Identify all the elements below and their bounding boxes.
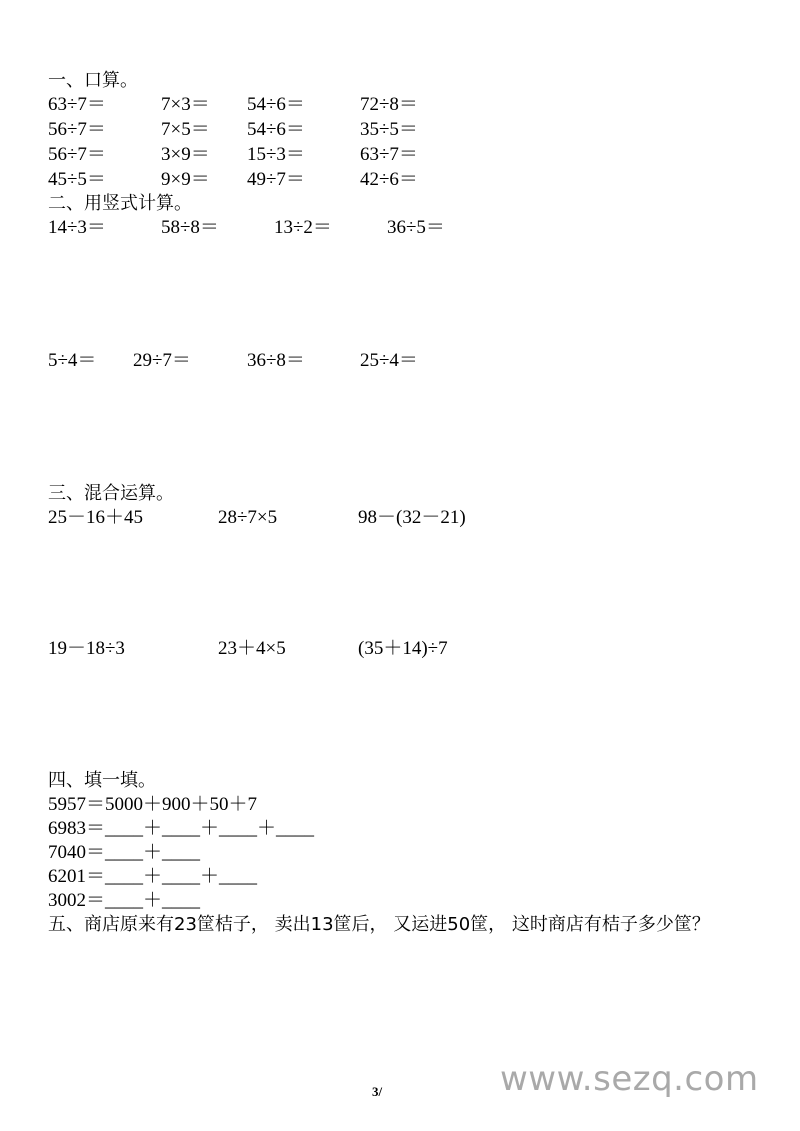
section-2-heading: 二、用竖式计算。 — [48, 193, 192, 214]
oral-problem: 7×3＝ — [161, 94, 210, 115]
oral-problem: 3×9＝ — [161, 144, 210, 165]
oral-problem: 56÷7＝ — [48, 119, 106, 140]
vertical-calc-problem: 36÷5＝ — [387, 217, 445, 238]
oral-problem: 54÷6＝ — [247, 119, 305, 140]
oral-problem: 63÷7＝ — [48, 94, 106, 115]
oral-problem: 49÷7＝ — [247, 169, 305, 190]
fill-in-line: 5957＝5000＋900＋50＋7 — [48, 794, 258, 815]
vertical-calc-problem: 14÷3＝ — [48, 217, 106, 238]
mixed-operation-problem: 28÷7×5 — [218, 507, 278, 528]
vertical-calc-problem: 5÷4＝ — [48, 350, 97, 371]
mixed-operation-problem: 23＋4×5 — [218, 638, 286, 659]
oral-problem: 15÷3＝ — [247, 144, 305, 165]
oral-problem: 54÷6＝ — [247, 94, 305, 115]
oral-problem: 42÷6＝ — [360, 169, 418, 190]
section-1-heading: 一、口算。 — [48, 70, 138, 91]
mixed-operation-problem: 25－16＋45 — [48, 507, 144, 528]
vertical-calc-problem: 58÷8＝ — [161, 217, 219, 238]
vertical-calc-problem: 29÷7＝ — [133, 350, 191, 371]
oral-problem: 63÷7＝ — [360, 144, 418, 165]
watermark: www.sezq.com — [500, 1059, 759, 1099]
oral-problem: 9×9＝ — [161, 169, 210, 190]
oral-problem: 45÷5＝ — [48, 169, 106, 190]
vertical-calc-problem: 13÷2＝ — [274, 217, 332, 238]
fill-in-line: 3002＝____＋____ — [48, 890, 201, 911]
mixed-operation-problem: 98－(32－21) — [358, 507, 466, 528]
section-4-heading: 四、填一填。 — [48, 770, 156, 791]
vertical-calc-problem: 36÷8＝ — [247, 350, 305, 371]
mixed-operation-problem: 19－18÷3 — [48, 638, 125, 659]
fill-in-line: 6983＝____＋____＋____＋____ — [48, 818, 315, 839]
vertical-calc-problem: 25÷4＝ — [360, 350, 418, 371]
oral-problem: 7×5＝ — [161, 119, 210, 140]
oral-problem: 35÷5＝ — [360, 119, 418, 140]
fill-in-line: 7040＝____＋____ — [48, 842, 201, 863]
section-3-heading: 三、混合运算。 — [48, 483, 174, 504]
fill-in-line: 6201＝____＋____＋____ — [48, 866, 258, 887]
oral-problem: 56÷7＝ — [48, 144, 106, 165]
word-problem: 五、商店原来有23筐桔子， 卖出13筐后， 又运进50筐， 这时商店有桔子多少筐？ — [48, 914, 710, 935]
oral-problem: 72÷8＝ — [360, 94, 418, 115]
mixed-operation-problem: (35＋14)÷7 — [358, 638, 448, 659]
page-number: 3/ — [372, 1084, 383, 1099]
